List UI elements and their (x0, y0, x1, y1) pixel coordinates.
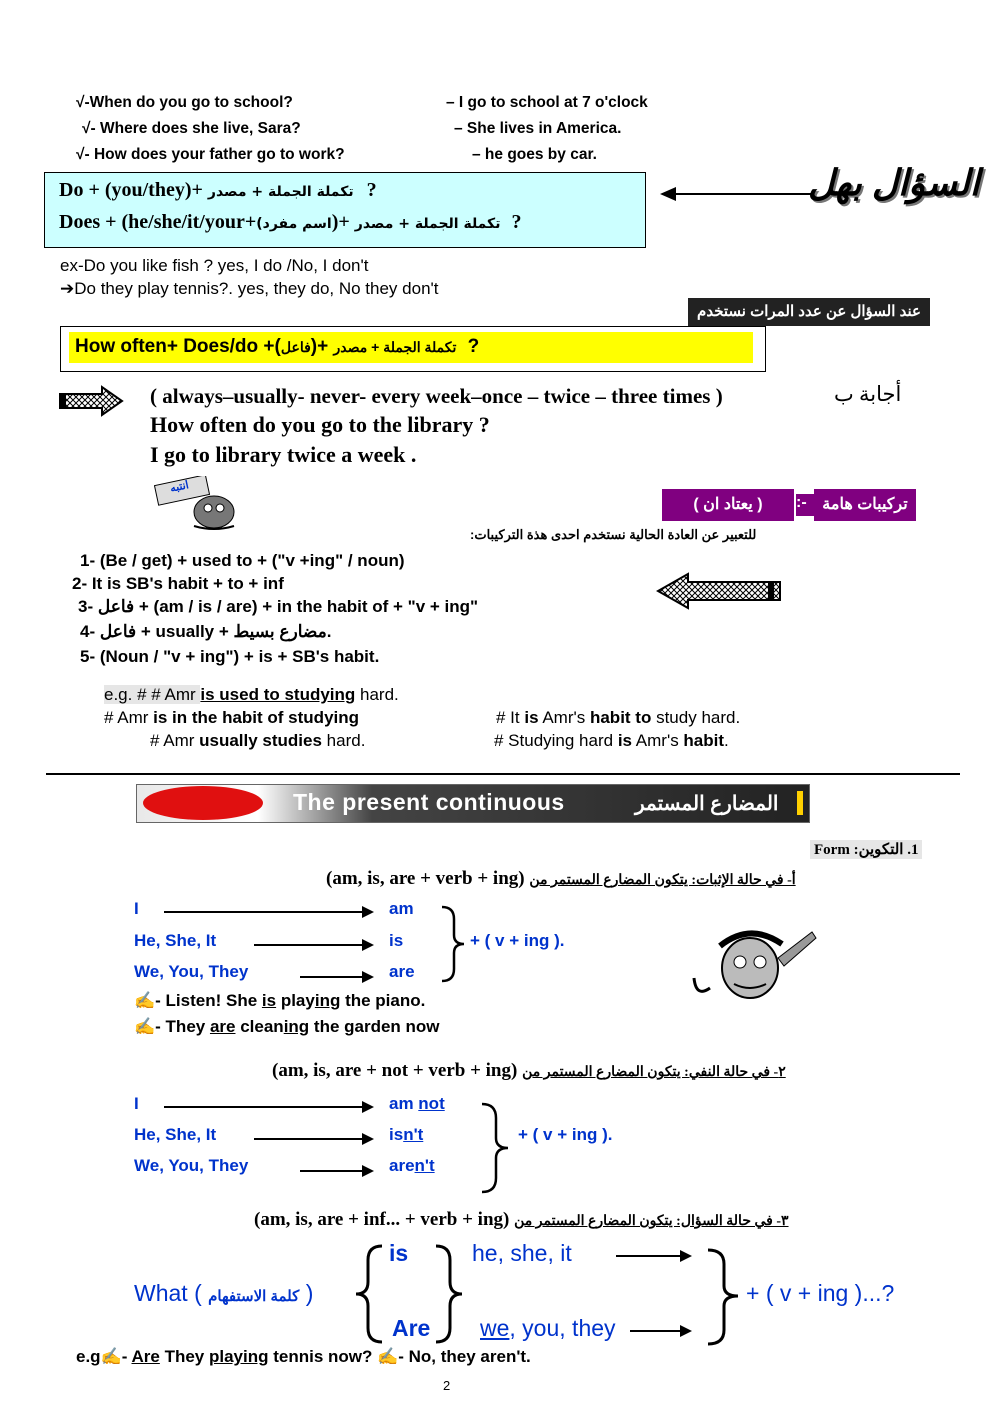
q-what-ar: كلمة الاستفهام (208, 1288, 300, 1305)
aff-arrow-2 (254, 944, 364, 946)
neg-verb-3-u: n't (414, 1156, 435, 1175)
used-to-label-box (662, 489, 794, 521)
aff-heading (326, 868, 796, 890)
banner-title-en: The present continuous (293, 789, 565, 815)
aff-arrowhead-2-icon (362, 939, 374, 951)
eg-3b-text1: # Studying hard (494, 731, 618, 750)
aff-subj-1: I (134, 899, 139, 918)
neg-heading (272, 1060, 786, 1082)
eg-3b-bold2: habit (683, 731, 725, 750)
how-often-formula-en: How often+ Does/do +( (75, 336, 281, 357)
final-eg-mid: They (159, 1347, 209, 1366)
hatched-left-arrow-icon (656, 572, 782, 610)
q-what-en: What ( (134, 1280, 202, 1306)
form-label: 1. التكوين: Form (810, 840, 922, 859)
q-subj-he: he, she, it (472, 1240, 572, 1266)
does-formula-mid: )+ (331, 211, 350, 233)
aff-subj-3: We, You, They (134, 962, 249, 981)
how-often-formula (75, 336, 479, 358)
aff-verb-2: is (389, 931, 404, 950)
q-subj-we (480, 1315, 616, 1342)
aff-ex2-mid: clean (235, 1017, 284, 1036)
question-hal-title: السؤال بهل (808, 162, 980, 203)
structure-3: 3- فاعل + (am / is / are) + in the habit of + "v + ing" (78, 597, 479, 616)
example-answer-1: – I go to school at 7 o'clock (446, 94, 648, 111)
how-often-formula-ar2: تكملة الجملة + مصدر (333, 339, 457, 355)
how-often-formula-end: ? (467, 336, 480, 357)
neg-subj-2: He, She, It (134, 1125, 217, 1144)
neg-arrowhead-3-icon (362, 1165, 374, 1177)
colon-label: :- (796, 494, 816, 516)
aff-arrowhead-3-icon (362, 971, 374, 983)
section-divider (46, 773, 960, 775)
answer-words: ( always–usually- never- every week–once – twice – three times ) (150, 384, 723, 408)
aff-ex2-post: the garden now (309, 1017, 440, 1036)
eg-line-3b (494, 731, 729, 751)
aff-arrowhead-1-icon (362, 906, 374, 918)
habit-intro: للتعبير عن العادة الحالية نستخدم احدى هذة التركيبات: (470, 527, 757, 542)
neg-brace-icon (478, 1102, 512, 1194)
eg-2b-bold1: is (524, 708, 539, 727)
example-question-1: √-When do you go to school? (76, 94, 293, 111)
neg-arrowhead-2-icon (362, 1133, 374, 1145)
q-arrow-2 (630, 1330, 682, 1332)
neg-verb-2 (389, 1125, 423, 1145)
structure-1: 1- (Be / get) + used to + ("v +ing" / noun) (80, 551, 405, 570)
how-often-heading: عند السؤال عن عدد المرات نستخدم (688, 298, 930, 326)
q-tail: + ( v + ing )...? (746, 1280, 895, 1306)
example-question-3: √- How does your father go to work? (76, 146, 345, 163)
structure-5: 5- (Noun / "v + ing") + is + SB's habit. (80, 647, 380, 666)
eg-line-3a (150, 731, 365, 751)
banner-red-blob (143, 786, 263, 820)
final-example (76, 1347, 531, 1367)
hatched-right-arrow-icon (58, 385, 124, 417)
does-formula-line: Does + (he/she/it/your+(اسم مفرد)+ تكملة الجملة + مصدر ? (59, 211, 522, 233)
neg-verb-3 (389, 1156, 435, 1176)
neg-verb-1 (389, 1094, 445, 1114)
present-continuous-banner (136, 784, 810, 823)
aff-ex1-post: the piano. (340, 991, 426, 1010)
aff-heading-ar: أ- في حالة الإثبات: يتكون المضارع المستمر من (529, 873, 796, 888)
eg-2a-text: # Amr (104, 708, 154, 727)
aff-verb-1: am (389, 899, 414, 918)
neg-heading-ar: ٢- في حالة النفي: يتكون المضارع المستمر من (522, 1065, 786, 1080)
q-aux-are: Are (392, 1315, 431, 1341)
aff-arrow-3 (300, 976, 364, 978)
eg-line-1-underlined: is used to studying (200, 685, 356, 704)
eg-3b-end: . (724, 731, 729, 750)
aff-verb-3: are (389, 962, 415, 981)
eg-3a-bold: usually studies (199, 731, 322, 750)
answer-label: أجابة ب (834, 382, 902, 406)
how-often-formula-box (60, 326, 766, 372)
q-heading (254, 1209, 789, 1231)
banner-pencil-icon (797, 791, 803, 815)
neg-verb-1-a: am (389, 1094, 419, 1113)
aff-subj-2: He, She, It (134, 931, 217, 950)
eg-2b-bold2: habit to (589, 708, 652, 727)
neg-heading-en: (am, is, are + not + verb + ing) (272, 1060, 518, 1081)
eg-3a-end: hard. (321, 731, 366, 750)
neg-tail: + ( v + ing ). (518, 1125, 613, 1144)
aff-ex2-ing: ing (283, 1017, 310, 1036)
do-formula-end: ? (366, 179, 377, 201)
neg-arrow-3 (300, 1170, 364, 1172)
how-often-answer: I go to library twice a week . (150, 442, 417, 467)
eg-line-1-pre: e.g. # # Amr (104, 685, 201, 704)
neg-verb-2-a: is (389, 1125, 404, 1144)
does-formula-ar1: اسم مفرد (262, 216, 332, 232)
used-to-label: ( يعتاد ان ) (693, 496, 763, 513)
eg-line-1 (104, 685, 399, 705)
eg-2b-text2: Amr's (538, 708, 590, 727)
example-answer-2: – She lives in America. (454, 120, 622, 137)
banner-title-ar: المضارع المستمر (635, 793, 779, 815)
aff-brace-icon (438, 905, 468, 983)
does-formula-end: ? (511, 211, 522, 233)
q-what-end: ) (305, 1280, 314, 1306)
neg-subj-1: I (134, 1094, 139, 1113)
aff-arrow-1 (164, 911, 364, 913)
final-eg-pre: e.g✍- (76, 1347, 132, 1366)
left-arrow-icon (660, 187, 676, 201)
important-structures: تركيبات هامة (814, 489, 916, 521)
pointing-cartoon-icon (690, 918, 824, 1008)
example-answer-3: – he goes by car. (472, 146, 597, 163)
q-what (134, 1280, 313, 1307)
q-heading-ar: ٣- في حالة السؤال: يتكون المضارع المستمر من (514, 1214, 789, 1229)
eg-2a-bold: is in the habit of studying (153, 708, 360, 727)
aff-tail: + ( v + ing ). (470, 931, 565, 950)
ex-line-2-wrap (60, 279, 439, 299)
q-aux-is: is (389, 1240, 409, 1266)
ex-line-2: Do they play tennis?. yes, they do, No they don't (74, 279, 439, 298)
aff-example-2 (134, 1017, 440, 1037)
does-formula-en: Does + (he/she/it/your+ (59, 211, 257, 233)
arrow-bullet-icon: ➔ (60, 279, 75, 298)
structure-4: 4- فاعل + usually + مضارع بسيط. (80, 622, 332, 641)
neg-verb-1-u: not (418, 1094, 445, 1113)
structure-2: 2- It is SB's habit + to + inf (72, 574, 284, 593)
do-formula-line (59, 179, 377, 202)
neg-arrow-2 (254, 1138, 364, 1140)
does-formula-ar2: تكملة الجملة + مصدر (354, 216, 501, 232)
final-eg-aux: Are (131, 1347, 160, 1366)
neg-arrow-1 (164, 1106, 364, 1108)
q-subj-we-rest: , you, they (509, 1315, 616, 1341)
do-formula-ar: تكملة الجملة + مصدر (207, 184, 354, 200)
q-arrow-1 (616, 1255, 682, 1257)
eg-line-1-post: hard. (355, 685, 399, 704)
do-does-formula-box (44, 172, 646, 248)
how-often-question: How often do you go to the library ? (150, 412, 490, 437)
aff-example-1 (134, 991, 425, 1011)
page-number: 2 (443, 1378, 451, 1393)
neg-arrowhead-1-icon (362, 1101, 374, 1113)
neg-subj-3: We, You, They (134, 1156, 249, 1175)
aff-ex1-aux: is (261, 991, 277, 1010)
aff-ex1-pre: ✍- Listen! She (134, 991, 262, 1010)
how-often-formula-mid: )+ (310, 336, 329, 357)
final-eg-verb: playing (208, 1347, 269, 1366)
q-subj-we-u: we (480, 1315, 510, 1341)
aff-ex2-pre: ✍- They (134, 1017, 210, 1036)
aff-ex1-mid: play (276, 991, 315, 1010)
example-question-2: √- Where does she live, Sara? (82, 120, 301, 137)
how-often-formula-highlight (69, 332, 753, 363)
aff-ex2-aux: are (209, 1017, 236, 1036)
eg-line-2a (104, 708, 359, 728)
eg-3b-bold1: is (617, 731, 632, 750)
q-heading-en: (am, is, are + inf... + verb + ing) (254, 1209, 510, 1230)
eg-2b-text1: # It (496, 708, 525, 727)
do-formula-en: Do + (you/they)+ (59, 179, 203, 201)
eg-line-2b (496, 708, 740, 728)
ex-line-1: ex-Do you like fish ? yes, I do /No, I don't (60, 256, 369, 275)
neg-verb-3-a: are (389, 1156, 415, 1175)
q-arrowhead-2-icon (680, 1325, 692, 1337)
eg-2b-text3: study hard. (651, 708, 741, 727)
q-arrowhead-1-icon (680, 1250, 692, 1262)
hal-arrow-line (674, 193, 814, 195)
q-brace-right-icon (704, 1248, 744, 1346)
eg-3b-text2: Amr's (632, 731, 684, 750)
how-often-formula-ar1: فاعل (280, 339, 311, 355)
aff-heading-en: (am, is, are + verb + ing) (326, 868, 525, 889)
neg-verb-2-u: n't (403, 1125, 424, 1144)
attention-sign-label: انتبه (169, 479, 190, 495)
eg-3a-text: # Amr (150, 731, 200, 750)
final-eg-post: tennis now? ✍- No, they aren't. (268, 1347, 531, 1366)
aff-ex1-ing: ing (314, 991, 341, 1010)
